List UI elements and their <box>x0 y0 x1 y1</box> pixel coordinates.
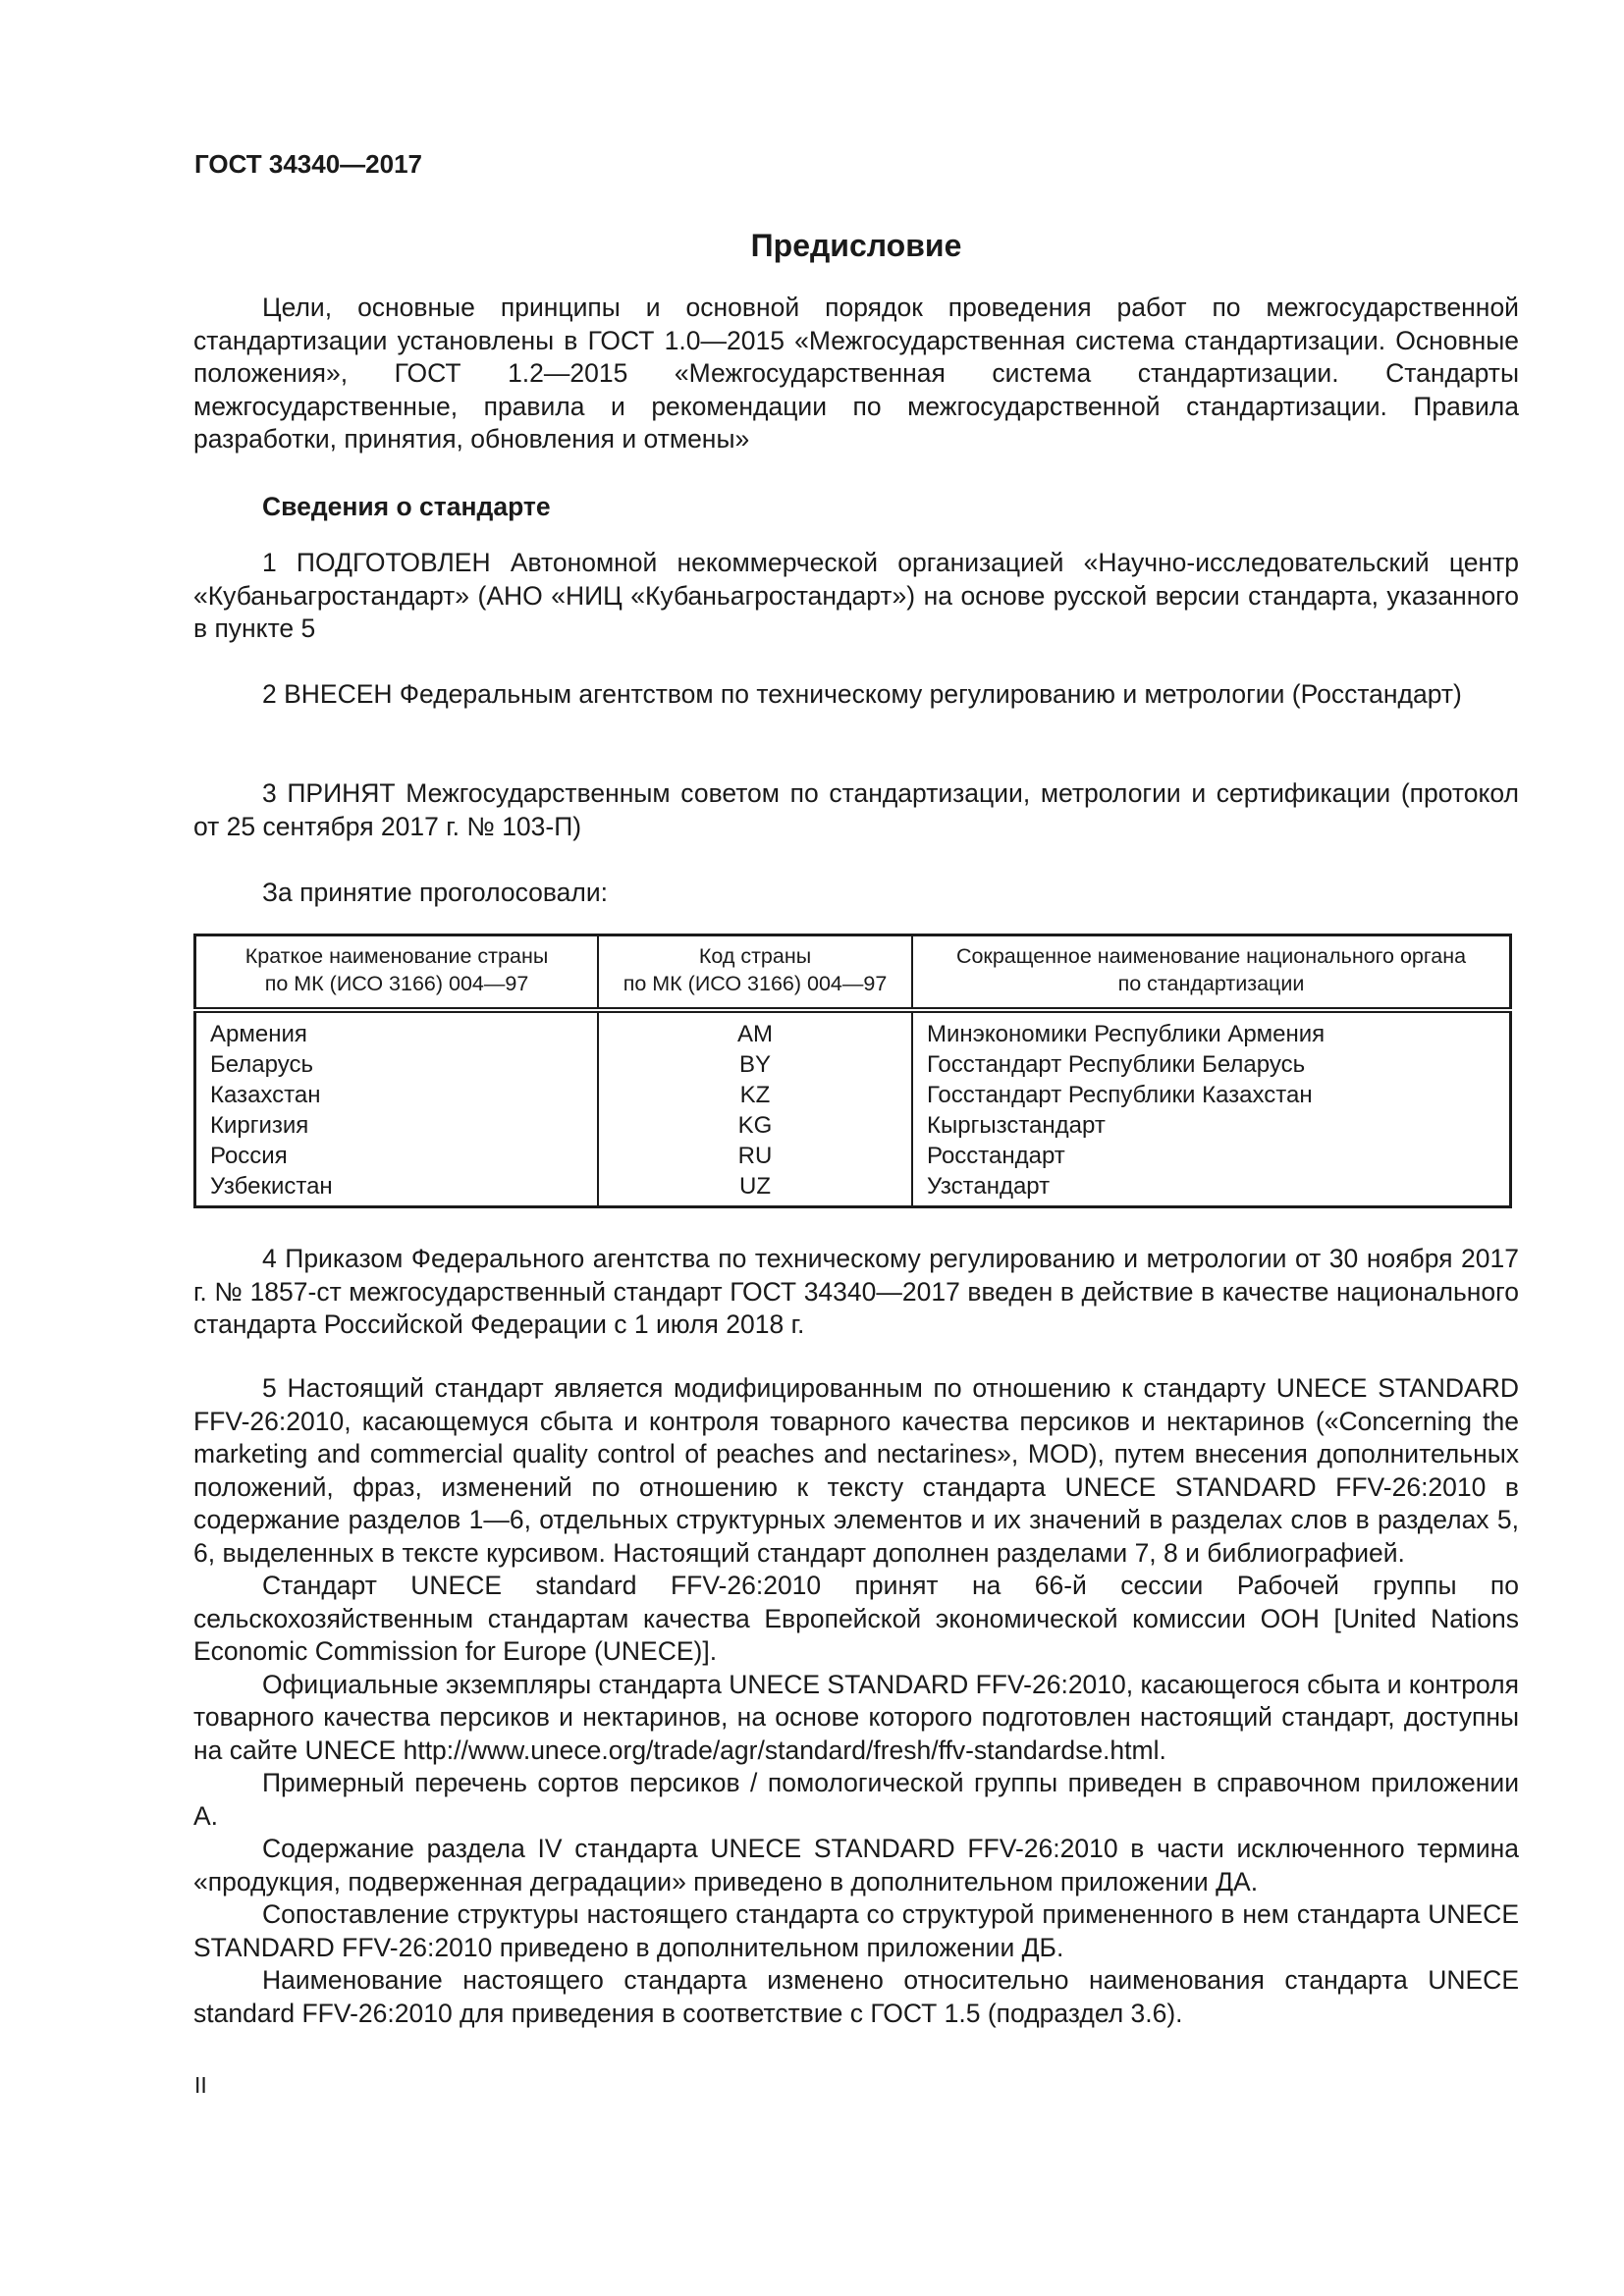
item-5-paragraph: 5 Настоящий стандарт является модифицированным по отношению к стандарту UNECE STANDARD FFV-26:2010, касающемуся сбыта и контроля товарного качества персиков и нектаринов («Concerning the marketing and commercial quality control of peaches and nectarines», MOD), путем внесения дополнительных положений, фраз, изменений по отношению к тексту стандарта UNECE STANDARD FFV-26:2010 в содержание разделов 1—6, отдельных структурных элементов и их значений в разделах слов в разделах 5, 6, выделенных в тексте курсивом. Настоящий стандарт дополнен разделами 7, 8 и библиографией. <box>193 1373 1519 1568</box>
table-cell: KZ <box>739 1082 771 1108</box>
item-4-section <box>193 1243 1519 1342</box>
table-cell: AM <box>737 1021 773 1047</box>
table-cell: Узбекистан <box>210 1173 333 1200</box>
item-2-section <box>193 678 1519 712</box>
table-cell: Госстандарт Республики Казахстан <box>927 1082 1313 1108</box>
page-title: Предисловие <box>750 228 962 263</box>
item-3-paragraph: 3 ПРИНЯТ Межгосударственным советом по стандартизации, метрологии и сертификации (протокол от 25 сентября 2017 г. № 103-П) <box>193 778 1519 841</box>
header-country-code: Код страны по МК (ИСО 3166) 004—97 <box>598 935 912 1011</box>
table-cell: KG <box>737 1112 773 1139</box>
item-1-section <box>193 547 1519 646</box>
item-4-paragraph: 4 Приказом Федерального агентства по техническому регулированию и метрологии от 30 ноября 2017 г. № 1857-ст межгосударственный стандарт ГОСТ 34340—2017 введен в действие в качестве национального стандарта Российской Федерации с 1 июля 2018 г. <box>193 1244 1519 1339</box>
table-cell: Армения <box>210 1021 307 1047</box>
country-names-column <box>195 1010 599 1207</box>
standards-bodies-column <box>912 1010 1511 1207</box>
table-cell: Киргизия <box>210 1112 309 1139</box>
item-5-official-copies-paragraph: Официальные экземпляры стандарта UNECE STANDARD FFV-26:2010, касающегося сбыта и контроля товарного качества персиков и нектаринов, на основе которого подготовлен настоящий стандарт, доступны на сайте UNECE http://www.unece.org/trade/agr/standard/fresh/ffv-standardse.html. <box>193 1669 1519 1765</box>
header-country-name: Краткое наименование страны по МК (ИСО 3166) 004—97 <box>195 935 599 1011</box>
table-cell: Россия <box>210 1143 288 1169</box>
table-body <box>195 1010 1511 1207</box>
item-5-section <box>193 1372 1519 2030</box>
item-1-paragraph: 1 ПОДГОТОВЛЕН Автономной некоммерческой организацией «Научно-исследовательский центр «Кубаньагростандарт» (АНО «НИЦ «Кубаньагростандарт») на основе русской версии стандарта, указанного в пункте 5 <box>193 548 1519 643</box>
country-codes-column <box>598 1010 912 1207</box>
item-5-unece-paragraph: Стандарт UNECE standard FFV-26:2010 принят на 66-й сессии Рабочей группы по сельскохозяйственным стандартам качества Европейской экономической комиссии ООН [United Nations Economic Commission for Europe (UNECE)]. <box>193 1571 1519 1666</box>
section-heading: Сведения о стандарте <box>262 492 551 521</box>
item-5-structure-paragraph: Сопоставление структуры настоящего стандарта со структурой примененного в нем стандарта UNECE STANDARD FFV-26:2010 приведено в дополнительном приложении ДБ. <box>193 1899 1519 1962</box>
table-cell: Узстандарт <box>927 1173 1051 1200</box>
table-cell: Минэкономики Республики Армения <box>927 1021 1326 1047</box>
voting-countries-table <box>193 934 1512 1208</box>
table-cell: Кыргызстандарт <box>927 1112 1106 1139</box>
table-cell: UZ <box>739 1173 771 1200</box>
item-3-section <box>193 777 1519 843</box>
page-number: II <box>194 2072 207 2098</box>
vote-label: За принятие проголосовали: <box>262 878 609 907</box>
table-cell: BY <box>738 1051 771 1078</box>
table-cell: Росстандарт <box>927 1143 1065 1169</box>
table-cell: Госстандарт Республики Беларусь <box>927 1051 1306 1078</box>
item-2-paragraph: 2 ВНЕСЕН Федеральным агентством по техническому регулированию и метрологии (Росстандарт) <box>262 679 1462 709</box>
table-header-row <box>195 935 1511 1011</box>
intro-section <box>193 292 1519 456</box>
table-cell: RU <box>737 1143 773 1169</box>
header-standards-body: Сокращенное наименование национального органа по стандартизации <box>912 935 1511 1011</box>
intro-paragraph: Цели, основные принципы и основной порядок проведения работ по межгосударственной стандартизации установлены в ГОСТ 1.0—2015 «Межгосударственная система стандартизации. Основные положения», ГОСТ 1.2—2015 «Межгосударственная система стандартизации. Стандарты межгосударственные, правила и рекомендации по межгосударственной стандартизации. Правила разработки, принятия, обновления и отмены» <box>193 293 1519 454</box>
item-5-section-iv-paragraph: Содержание раздела IV стандарта UNECE STANDARD FFV-26:2010 в части исключенного термина «продукция, подверженная деградации» приведено в дополнительном приложении ДА. <box>193 1834 1519 1896</box>
table-cell: Казахстан <box>210 1082 321 1108</box>
item-5-title-paragraph: Наименование настоящего стандарта изменено относительно наименования стандарта UNECE standard FFV-26:2010 для приведения в соответствие с ГОСТ 1.5 (подраздел 3.6). <box>193 1965 1519 2028</box>
document-id-header: ГОСТ 34340—2017 <box>194 149 422 179</box>
table-cell: Беларусь <box>210 1051 313 1078</box>
item-5-varieties-paragraph: Примерный перечень сортов персиков / помологической группы приведен в справочном приложении А. <box>193 1768 1519 1831</box>
